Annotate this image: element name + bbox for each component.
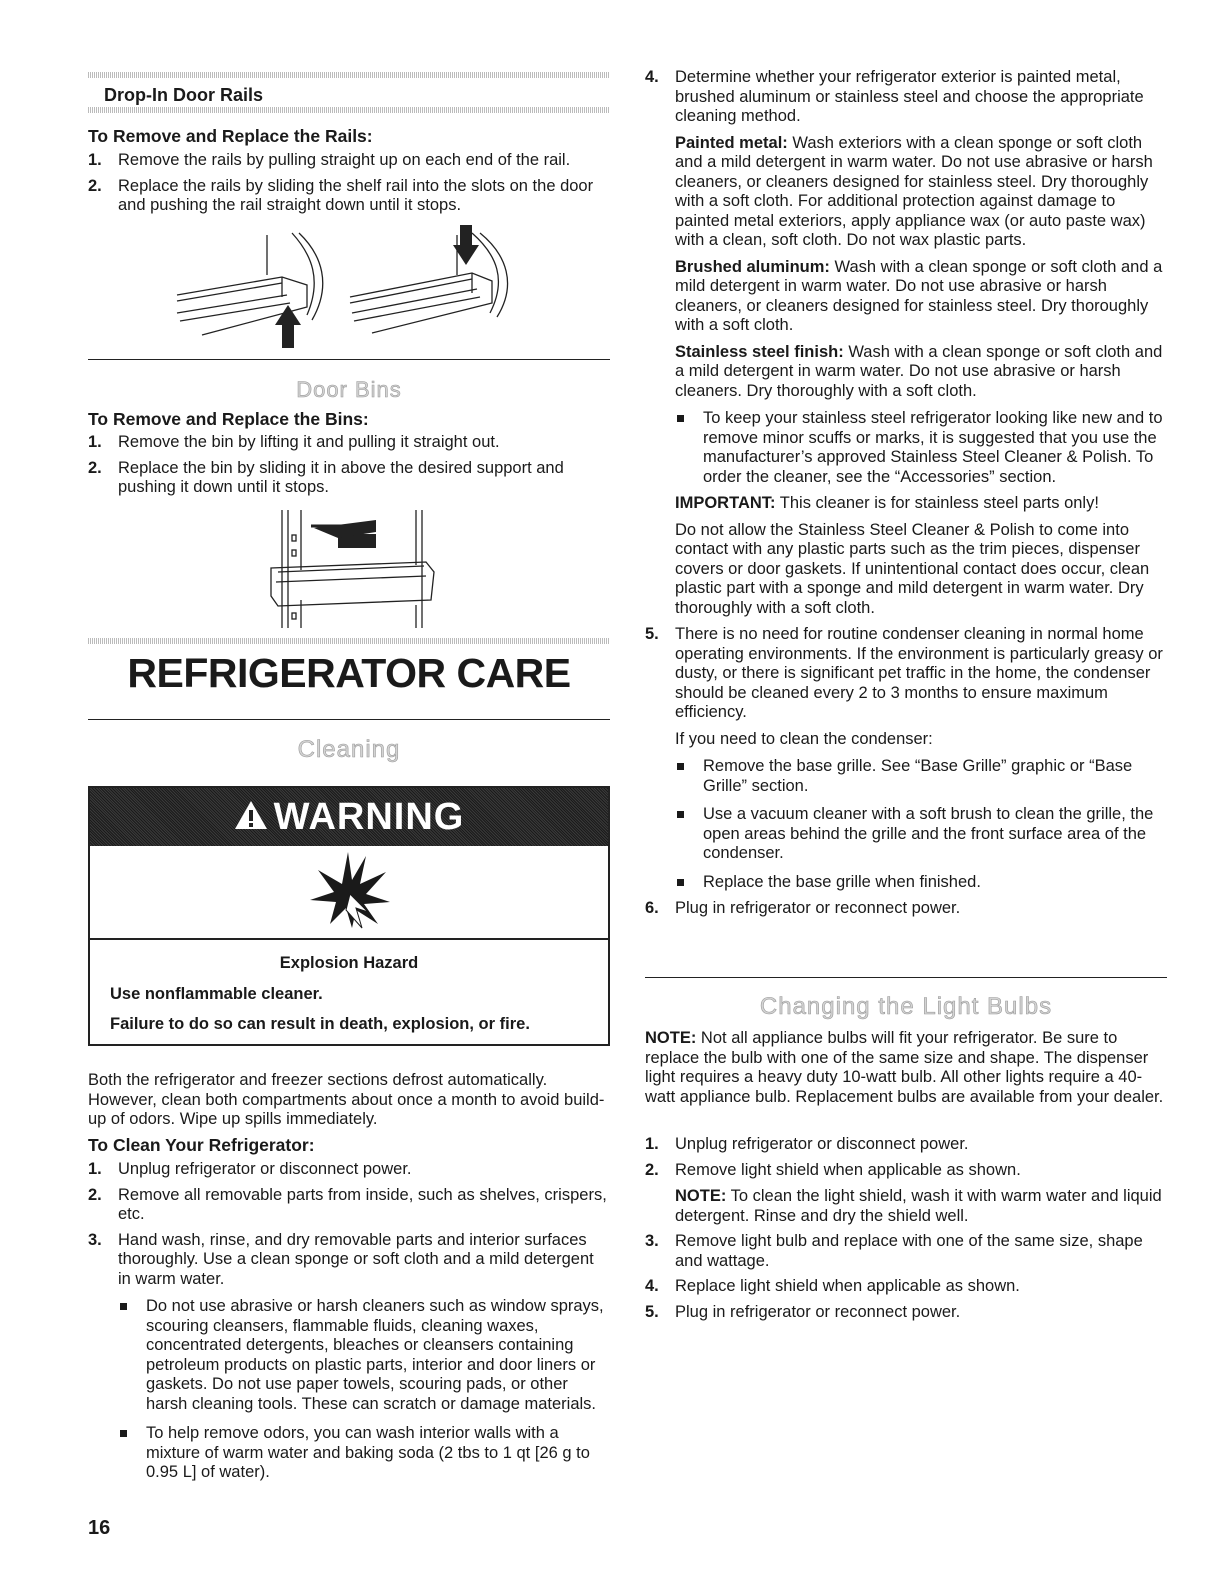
light-shield-note: NOTE: To clean the light shield, wash it with warm water and liquid detergent. Rinse and dry the shield well.	[675, 1187, 1162, 1225]
bulbs-note: NOTE: Not all appliance bulbs will fit your refrigerator. Be sure to replace the bulb with one of the same size and shape. The dispenser light requires a heavy duty 10-watt bulb. All other lights require a 40-watt appliance bulb. Replacement bulbs are available from your dealer.	[645, 1029, 1164, 1106]
brushed-aluminum-paragraph: Brushed aluminum: Wash with a clean sponge or soft cloth and a mild detergent in warm water. Do not use abrasive or harsh cleaners, or cleaners designed for stainless steel. Dry thoroughly with a soft cloth.	[675, 257, 1163, 334]
list-item: Remove the base grille. See “Base Grille” graphic or “Base Grille” section.	[675, 757, 1167, 796]
exterior-steps	[645, 68, 1167, 919]
section-divider	[88, 107, 610, 113]
list-item: Use a vacuum cleaner with a soft brush to clean the grille, the open areas behind the grille and the front surface area of the condenser.	[675, 805, 1167, 864]
bulb-steps	[645, 1135, 1167, 1322]
stainless-paragraph: Stainless steel finish: Wash with a clean sponge or soft cloth and a mild detergent in warm water. Do not use abrasive or harsh cleaners. Dry thoroughly with a soft cloth.	[675, 342, 1163, 400]
list-item: To help remove odors, you can wash interior walls with a mixture of warm water and baking soda (2 tbs to 1 qt [26 g to 0.95 L] of water).	[118, 1424, 610, 1483]
bins-heading: Door Bins	[296, 377, 402, 402]
rails-steps	[88, 151, 610, 216]
hazard-consequence: Failure to do so can result in death, explosion, or fire.	[110, 1015, 530, 1033]
page-title: REFRIGERATOR CARE	[127, 650, 571, 696]
contact-paragraph: Do not allow the Stainless Steel Cleaner & Polish to come into contact with any plastic parts such as the trim pieces, dispenser covers or door gaskets. If unintentional contact does occur, clean plastic part with a sponge and mild detergent in warm water. Dry thoroughly with a soft cloth.	[675, 520, 1150, 617]
list-item: 2. Remove all removable parts from inside, such as shelves, crispers, etc.	[88, 1185, 607, 1223]
rails-subhead: To Remove and Replace the Rails:	[88, 126, 373, 146]
warning-box	[88, 786, 610, 1046]
list-item: 1. Unplug refrigerator or disconnect power.	[645, 1135, 969, 1153]
list-item: 3. Hand wash, rinse, and dry removable parts and interior surfaces thoroughly. Use a clean sponge or soft cloth and a mild detergent in warm water. Do not use abrasive or harsh cleaners such as window sprays, scouring cleansers, flammable fluids, cleaning waxes, concentrated detergents, bleaches or cleansers containing petroleum products on plastic parts, interior and door liners or gaskets. Do not use paper towels, scouring pads, or other harsh cleaning tools. These can scratch or damage materials. To help remove odors, you can wash interior walls with a mixture of warm water and baking soda (2 tbs to 1 qt [26 g to 0.95 L] of water).	[88, 1231, 610, 1483]
list-item: 2. Replace the bin by sliding it in above the desired support and pushing it down until it stops.	[88, 458, 564, 496]
list-item: 4. Determine whether your refrigerator exterior is painted metal, brushed aluminum or stainless steel and choose the appropriate cleaning method. Painted metal: Wash exteriors with a clean sponge or soft cloth and a mild detergent in warm water. Do not use abrasive or harsh cleaners, or cleaners designed for stainless steel. Dry thoroughly with a soft cloth. For additional protection against damage to painted metal exteriors, apply appliance wax (or auto paste wax) with a clean, soft cloth. Do not wax plastic parts. Brushed aluminum: Wash with a clean sponge or soft cloth and a mild detergent in warm water. Do not use abrasive or harsh cleaners, or cleaners designed for stainless steel. Dry thoroughly with a soft cloth. Stainless steel finish: Wash with a clean sponge or soft cloth and a mild detergent in warm water. Do not use abrasive or harsh cleaners. Dry thoroughly with a soft cloth. To keep your stainless steel refrigerator looking like new and to remove minor scuffs or marks, it is suggested that you use the manufacturer’s approved Stainless Steel Cleaner & Polish. To order the cleaner, see the “Accessories” section. IMPORTANT: This cleaner is for stainless steel parts only! Do not allow the Stainless Steel Cleaner & Polish to come into contact with any plastic parts such as the trim pieces, dispenser covers or door gaskets. If unintentional contact does occur, clean plastic part with a sponge and mild detergent in warm water. Dry thoroughly with a soft cloth.	[645, 68, 1167, 618]
list-item: Do not use abrasive or harsh cleaners such as window sprays, scouring cleansers, flammable fluids, cleaning waxes, concentrated detergents, bleaches or cleansers containing petroleum products on plastic parts, interior and door liners or gaskets. Do not use paper towels, scouring pads, or other harsh cleaning tools. These can scratch or damage materials.	[118, 1297, 610, 1414]
warning-banner	[90, 788, 608, 846]
bulbs-heading: Changing the Light Bulbs	[759, 993, 1053, 1020]
rails-heading: Drop-In Door Rails	[104, 85, 264, 105]
page-number: 16	[88, 1517, 111, 1539]
bins-steps	[88, 433, 610, 498]
warning-triangle-icon	[234, 800, 268, 835]
section-divider	[88, 638, 610, 644]
clean-steps	[88, 1160, 610, 1483]
explosion-icon	[308, 850, 392, 930]
list-item: To keep your stainless steel refrigerator looking like new and to remove minor scuffs or marks, it is suggested that you use the manufacturer’s approved Stainless Steel Cleaner & Polish. To order the cleaner, see the “Accessories” section.	[675, 409, 1167, 487]
section-rule	[645, 977, 1167, 978]
stainless-bullets	[675, 409, 1167, 487]
up-arrow-icon	[275, 305, 301, 348]
list-item: 1. Remove the bin by lifting it and pulling it straight out.	[88, 433, 500, 451]
section-rule	[88, 359, 610, 360]
bins-subhead: To Remove and Replace the Bins:	[88, 409, 369, 429]
list-item: Replace the base grille when finished.	[675, 873, 1167, 893]
left-arrow-icon	[311, 520, 376, 548]
explosion-graphic	[90, 846, 608, 940]
clean-subhead: To Clean Your Refrigerator:	[88, 1135, 315, 1155]
cleaning-heading: Cleaning	[297, 736, 401, 763]
condenser-intro: If you need to clean the condenser:	[675, 729, 933, 748]
hazard-instruction: Use nonflammable cleaner.	[110, 985, 323, 1003]
list-item: 5. There is no need for routine condenser cleaning in normal home operating environments. If the environment is particularly greasy or dusty, or there is significant pet traffic in the home, the condenser should be cleaned every 2 to 3 months to ensure maximum efficiency. If you need to clean the condenser: Remove the base grille. See “Base Grille” graphic or “Base Grille” section. Use a vacuum cleaner with a soft brush to clean the grille, the open areas behind the grille and the front surface area of the condenser. Replace the base grille when finished.	[645, 625, 1167, 892]
painted-metal-paragraph: Painted metal: Wash exteriors with a clean sponge or soft cloth and a mild detergent in warm water. Do not use abrasive or harsh cleaners, or cleaners designed for stainless steel. Dry thoroughly with a soft cloth. For additional protection against damage to painted metal exteriors, apply appliance wax (or auto paste wax) with a clean, soft cloth. Do not wax plastic parts.	[675, 133, 1153, 249]
list-item: 1. Remove the rails by pulling straight up on each end of the rail.	[88, 151, 571, 169]
list-item: 5. Plug in refrigerator or reconnect power.	[645, 1302, 961, 1321]
clean-bullets	[118, 1297, 610, 1483]
door-bin-illustration	[266, 510, 446, 628]
list-item: 4. Replace light shield when applicable as shown.	[645, 1277, 1020, 1295]
warning-title: WARNING	[273, 795, 465, 838]
defrost-paragraph: Both the refrigerator and freezer sections defrost automatically. However, clean both compartments about once a month to avoid build-up of odors. Wipe up spills immediately.	[88, 1071, 605, 1128]
list-item: 1. Unplug refrigerator or disconnect power.	[88, 1160, 412, 1178]
door-rail-illustration	[172, 225, 532, 350]
list-item: 6. Plug in refrigerator or reconnect power.	[645, 899, 961, 917]
list-item: 2. Remove light shield when applicable as shown. NOTE: To clean the light shield, wash it with warm water and liquid detergent. Rinse and dry the shield well.	[645, 1161, 1167, 1227]
section-divider	[88, 72, 610, 78]
list-item: 2. Replace the rails by sliding the shelf rail into the slots on the door and pushing the rail straight down until it stops.	[88, 176, 594, 214]
important-note: IMPORTANT: This cleaner is for stainless steel parts only!	[675, 494, 1099, 512]
list-item: 3. Remove light bulb and replace with one of the same size, shape and wattage.	[645, 1232, 1143, 1270]
hazard-title: Explosion Hazard	[279, 954, 419, 972]
condenser-bullets	[675, 757, 1167, 892]
section-rule	[88, 719, 610, 720]
